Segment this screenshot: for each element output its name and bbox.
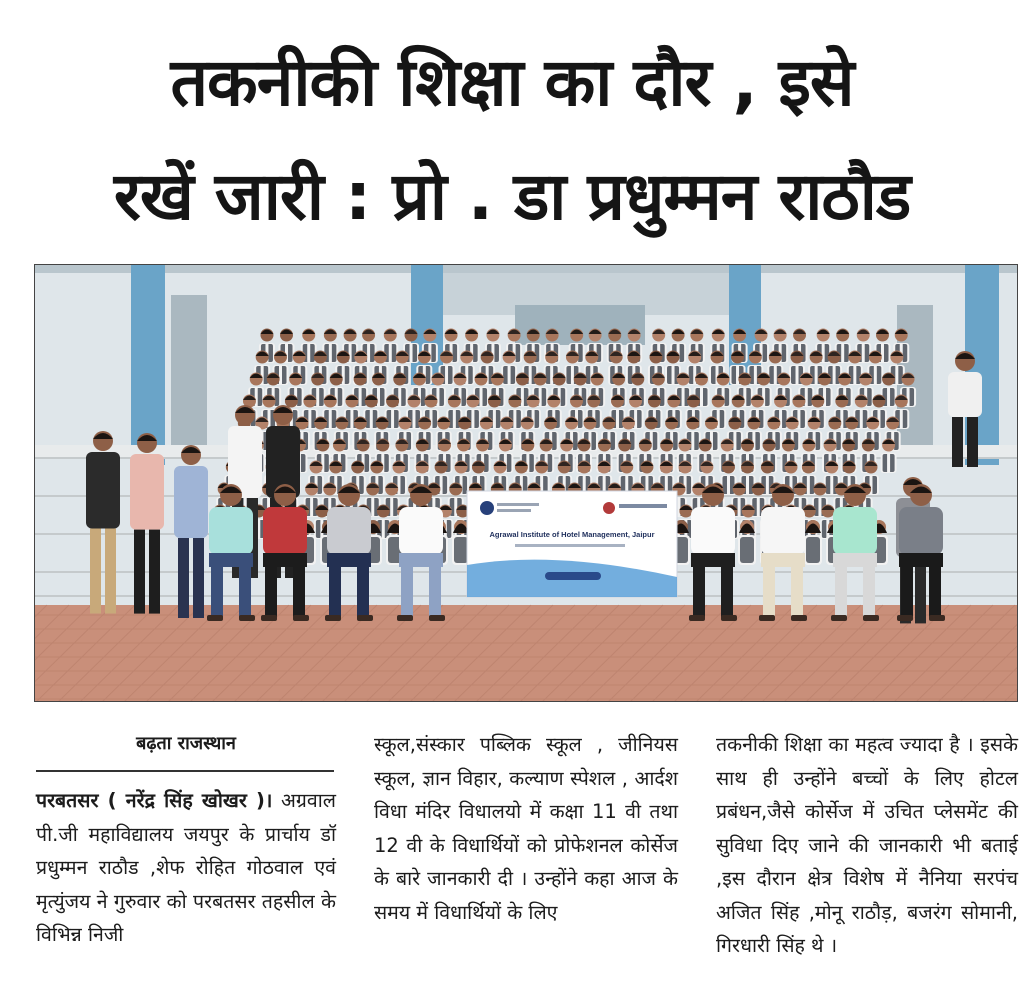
article-text-col3: तकनीकी शिक्षा का महत्व ज्यादा है । इसके साथ ही उन्होंने बच्चों के लिए होटल प्रबंधन,जैसे कोर्सेज में उचित प्लेसमेंट की सुविधा दिए जाने की जानकारी भी बताई ,इस दौरान क्षेत्र विशेष में नैनिया सरपंच अजित सिंह ,मोनू राठौड़, बजरंग सोमानी, गिरधारी सिंह थे । (716, 733, 1018, 957)
headline-line-2: रखें जारी : प्रो . डा प्रधुम्मन राठौड (113, 158, 911, 235)
banner-logo-right (603, 502, 615, 514)
dateline: परबतसर ( नरेंद्र सिंह खोखर )। (36, 789, 273, 812)
student (738, 520, 756, 565)
banner-title: Agrawal Institute of Hotel Management, Jaipur (489, 530, 655, 539)
article-paragraph-1 (36, 784, 336, 952)
institute-banner (467, 491, 677, 597)
student (804, 520, 822, 565)
article-column-3 (716, 728, 1018, 963)
doorway (171, 295, 207, 445)
student (375, 505, 391, 540)
article-column-2 (374, 728, 678, 929)
group-photo (34, 264, 1018, 702)
byline-rule (36, 770, 334, 772)
byline: बढ़ता राजस्थान (136, 733, 236, 754)
group-photo-illustration (35, 265, 1018, 702)
article-text-col1: अग्रवाल पी.जी महाविद्यालय जयपुर के प्रार्चाय डॉ प्रधुम्मन राठौड ,शेफ रोहित गोठवाल एवं मृत्युंजय ने गुरुवार को परबतसर तहसील के विभिन्न निजी (36, 789, 336, 946)
banner-logo-left (480, 501, 494, 515)
article-column-1 (36, 728, 336, 952)
headline-line-1: तकनीकी शिक्षा का दौर , इसे (170, 44, 854, 121)
article-text-col2: स्कूल,संस्कार पब्लिक स्कूल , जीनियस स्कूल, ज्ञान विहार, कल्याण स्पेशल , आर्दश विधा मंदिर विधालयो में कक्षा 11 वी तथा 12 वी के विधार्थियों को प्रोफेशनल कोर्सेज के बारे जानकारी दी । उन्होंने कहा आज के समय में विधार्थियों के लिए (374, 733, 678, 924)
student (881, 439, 897, 474)
